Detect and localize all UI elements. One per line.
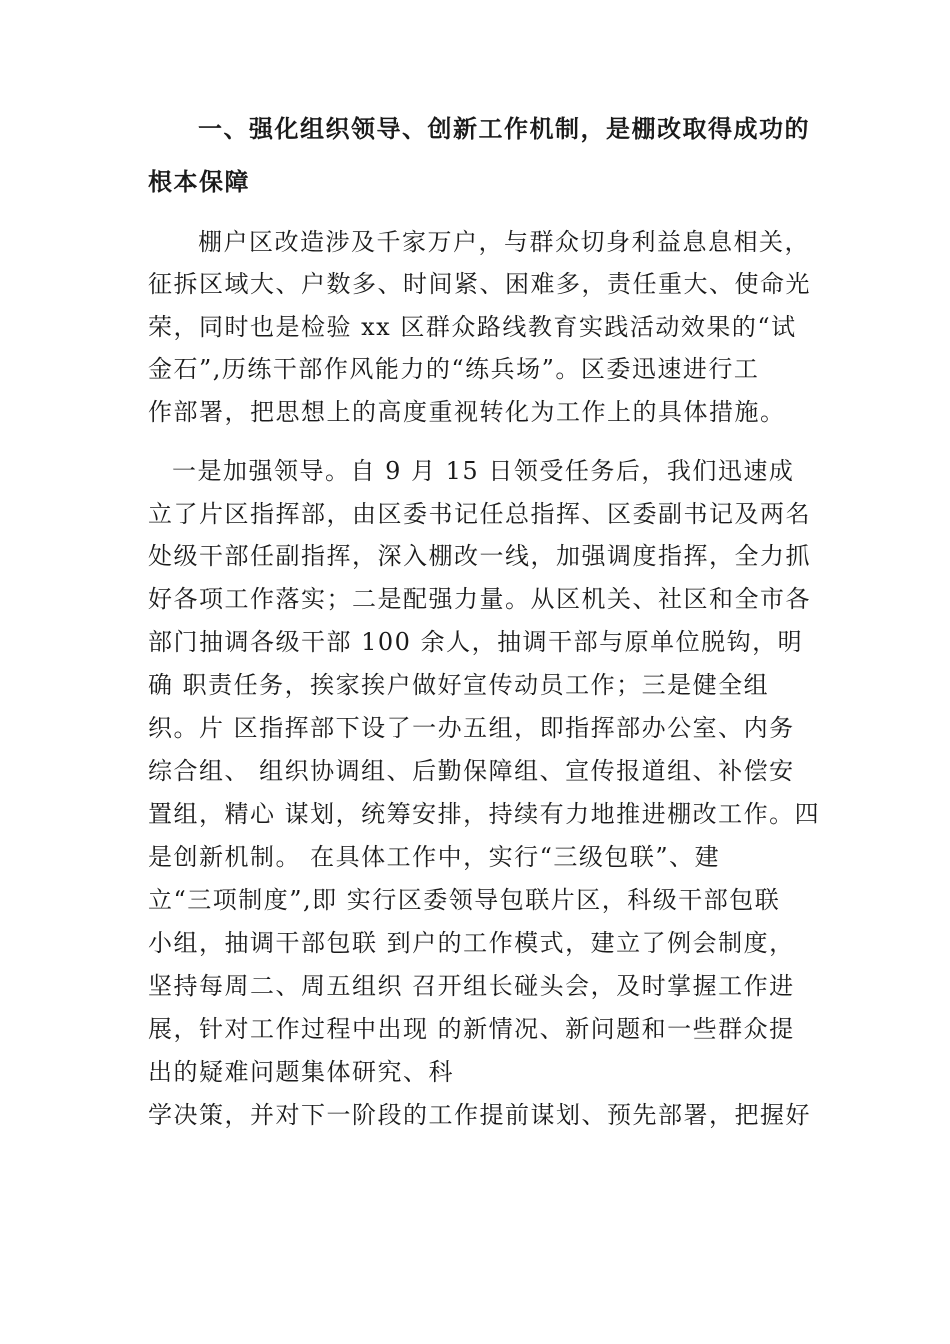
paragraph-2-line: 置组，精心 谋划，统筹安排，持续有力地推进棚改工作。四 — [148, 800, 821, 828]
paragraph-2-line: 综合组、 组织协调组、后勤保障组、宣传报道组、补偿安 — [148, 757, 795, 785]
paragraph-1-line: 荣，同时也是检验 xx 区群众路线教育实践活动效果的“试 — [148, 313, 797, 341]
paragraph-2-line: 处级干部任副指挥，深入棚改一线，加强调度指挥，全力抓 — [148, 542, 811, 570]
paragraph-1-line: 棚户区改造涉及千家万户，与群众切身利益息息相关， — [198, 228, 810, 256]
paragraph-2-line: 一是加强领导。自 9 月 15 日领受任务后，我们迅速成 — [172, 457, 795, 485]
paragraph-2-line: 学决策，并对下一阶段的工作提前谋划、预先部署，把握好 — [148, 1101, 811, 1129]
paragraph-2-line: 部门抽调各级干部 100 余人，抽调干部与原单位脱钩，明 — [148, 628, 804, 656]
paragraph-2-line: 好各项工作落实；二是配强力量。从区机关、社区和全市各 — [148, 585, 811, 613]
paragraph-2-line: 确 职责任务，挨家挨户做好宣传动员工作；三是健全组 — [148, 671, 770, 699]
section-heading-line-1: 一、强化组织领导、创新工作机制，是棚改取得成功的 — [198, 115, 810, 143]
paragraph-2-line: 织。片 区指挥部下设了一办五组，即指挥部办公室、内务 — [148, 714, 795, 742]
paragraph-1-line: 征拆区域大、户数多、时间紧、困难多，责任重大、使命光 — [148, 270, 811, 298]
paragraph-2-line: 出的疑难问题集体研究、科 — [148, 1058, 454, 1086]
paragraph-1-line: 金石”,历练干部作风能力的“练兵场”。区委迅速进行工 — [148, 355, 760, 383]
paragraph-2-line: 坚持每周二、周五组织 召开组长碰头会，及时掌握工作进 — [148, 972, 795, 1000]
section-heading-line-2: 根本保障 — [148, 168, 250, 196]
paragraph-2-line: 展，针对工作过程中出现 的新情况、新问题和一些群众提 — [148, 1015, 795, 1043]
paragraph-2-line: 小组，抽调干部包联 到户的工作模式，建立了例会制度， — [148, 929, 795, 957]
paragraph-2-line: 立“三项制度”,即 实行区委领导包联片区，科级干部包联 — [148, 886, 781, 914]
paragraph-1-line: 作部署，把思想上的高度重视转化为工作上的具体措施。 — [148, 398, 786, 426]
paragraph-2-line: 立了片区指挥部，由区委书记任总指挥、区委副书记及两名 — [148, 500, 811, 528]
paragraph-2-line: 是创新机制。 在具体工作中，实行“三级包联”、建 — [148, 843, 721, 871]
